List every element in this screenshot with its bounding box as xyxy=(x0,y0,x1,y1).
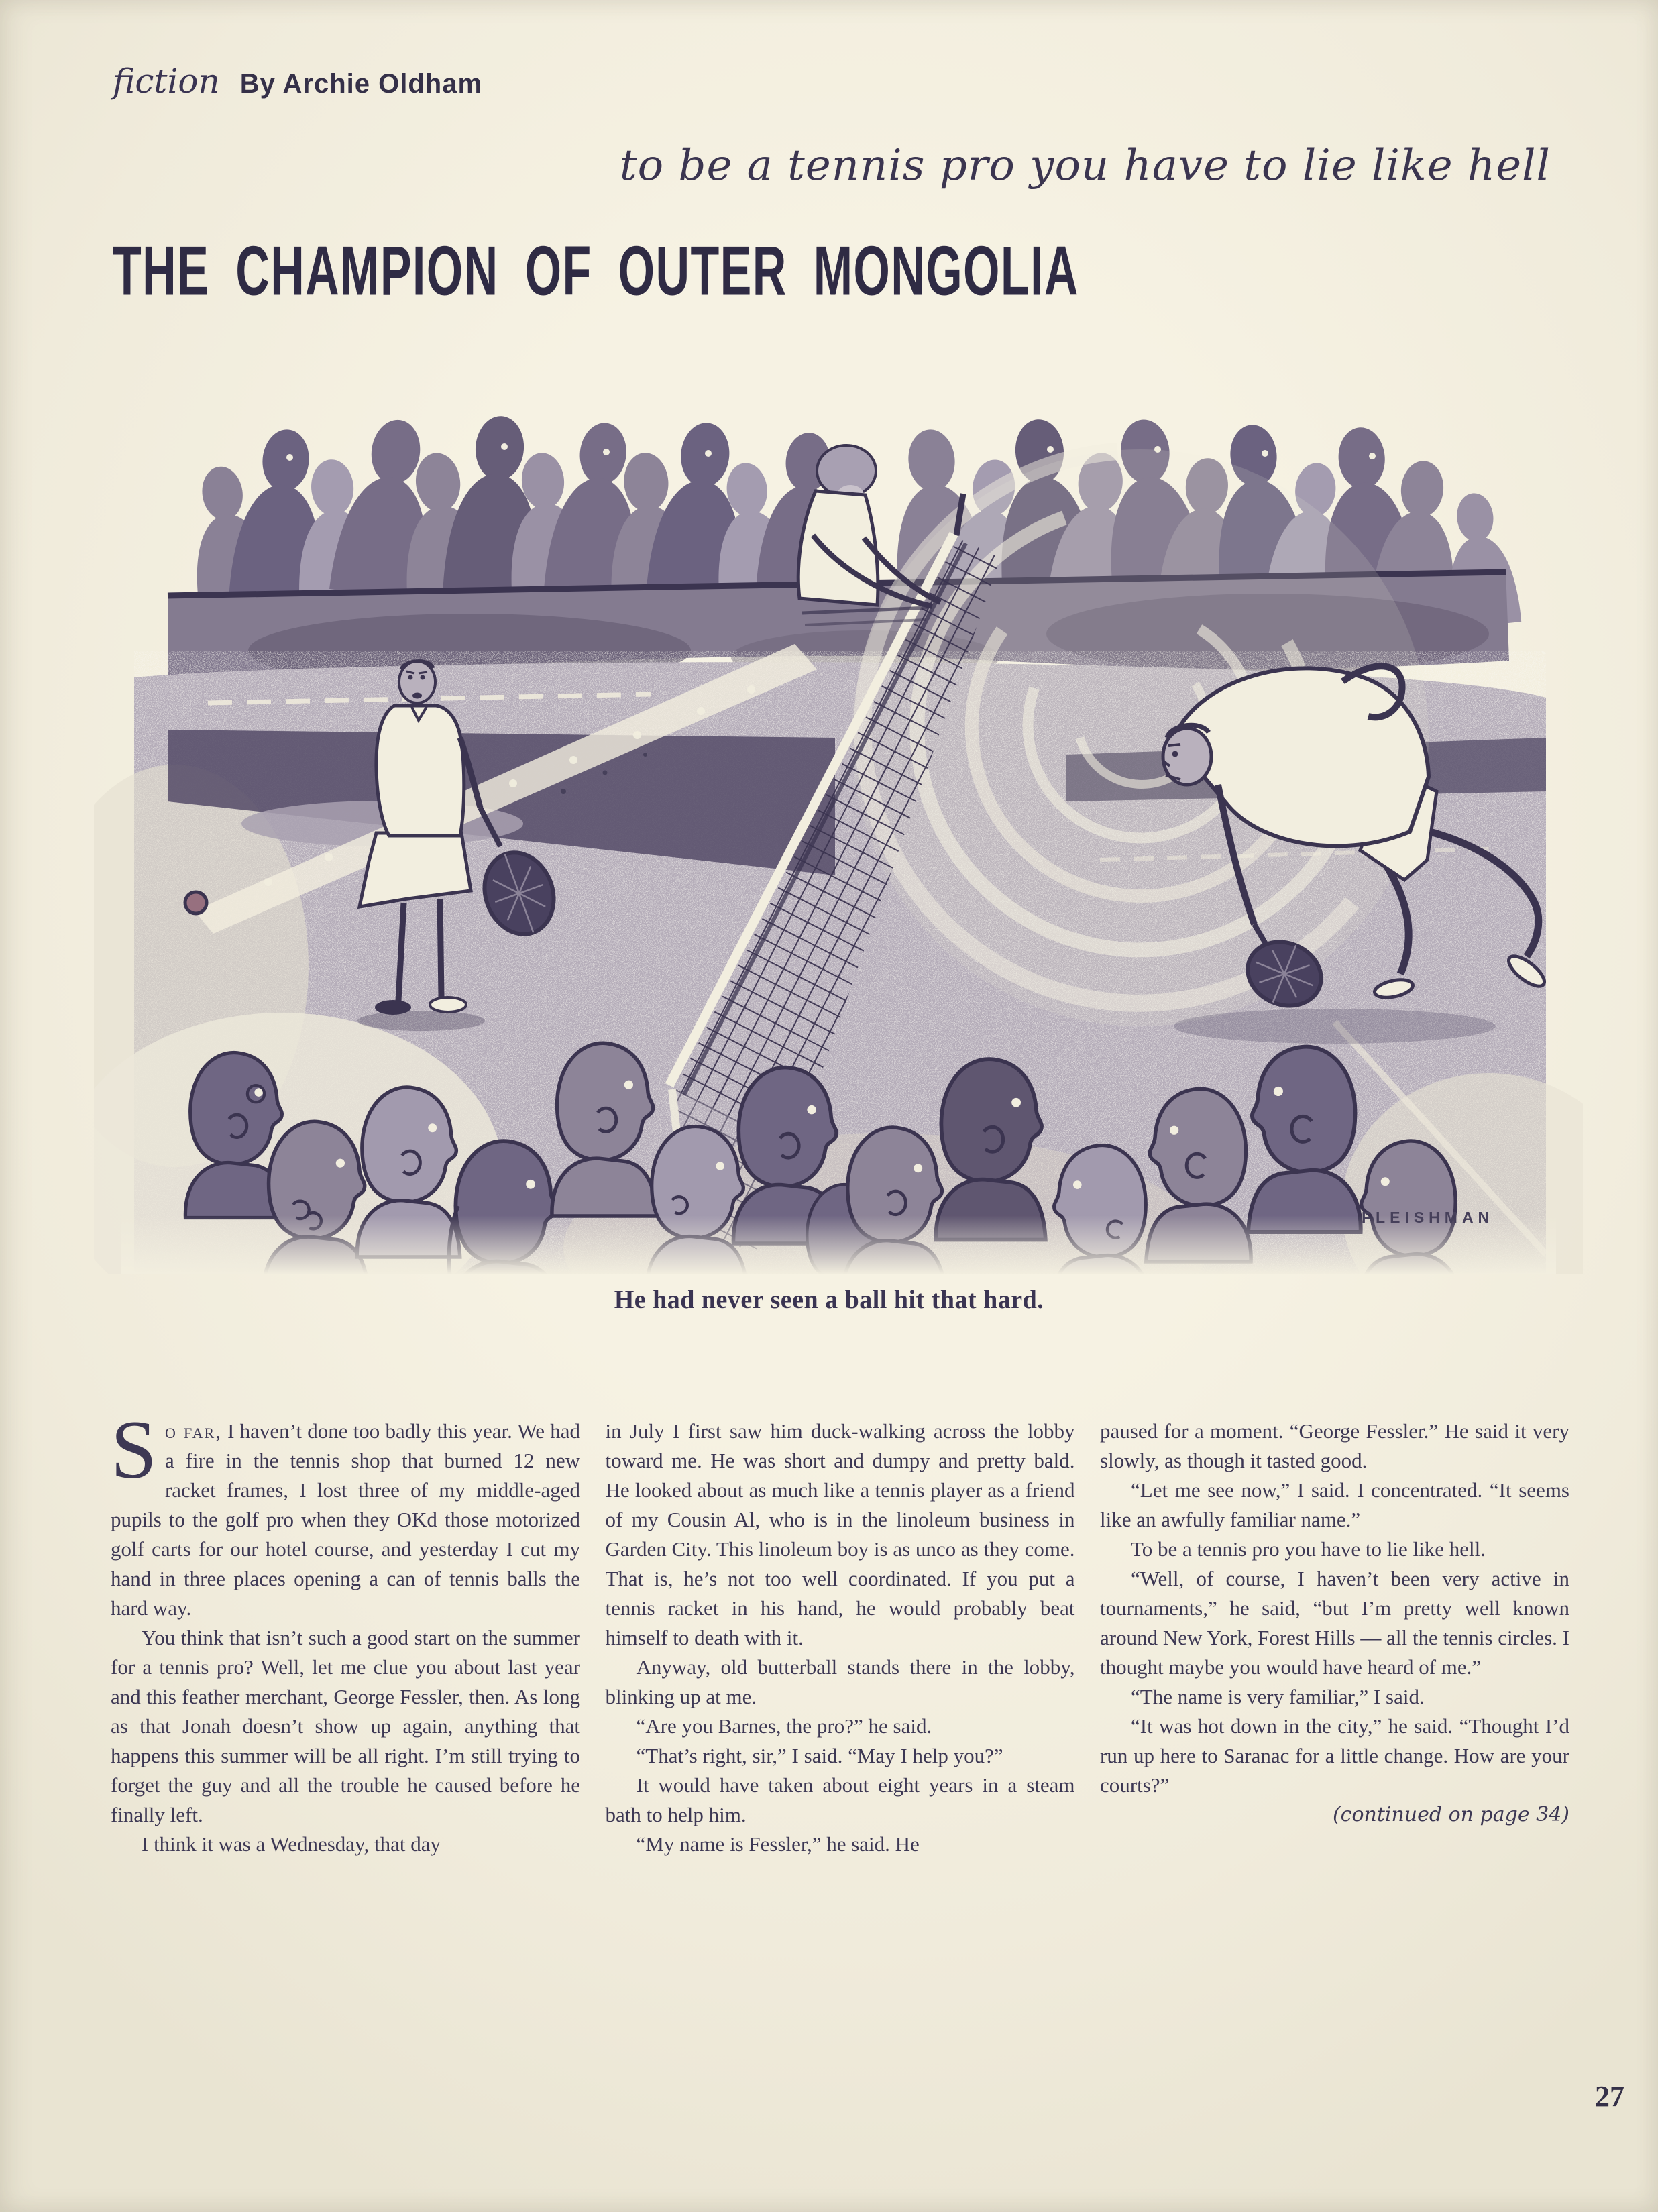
paragraph: “Let me see now,” I said. I concentrated. “It seems like an awfully familiar name.” xyxy=(1100,1478,1569,1531)
story-title: THE CHAMPION OF OUTER MONGOLIA xyxy=(113,231,1079,311)
paragraph: “That’s right, sir,” I said. “May I help you?” xyxy=(636,1744,1003,1767)
paragraph: Anyway, old butterball stands there in the lobby, blinking up at me. xyxy=(605,1655,1075,1708)
paragraph: So far, I haven’t done too badly this year. We had a fire in the tennis shop that burned 12 new racket frames, I lost three of my middle-aged pupils to the golf pro when they OKd those motorized golf carts for our hotel course, and yesterday I cut my hand in three places opening a can of tennis balls the hard way. xyxy=(111,1404,580,1620)
paragraph: It would have taken about eight years in a steam bath to help him. xyxy=(605,1773,1075,1826)
paragraph: paused for a moment. “George Fessler.” He said it very slowly, as though it tasted good. xyxy=(1100,1419,1569,1472)
page-number: 27 xyxy=(1595,2080,1624,2113)
illustration-caption: He had never seen a ball hit that hard. xyxy=(614,1286,1044,1314)
paragraph: “Are you Barnes, the pro?” he said. xyxy=(636,1714,932,1738)
paragraph: “My name is Fessler,” he said. He xyxy=(636,1832,920,1856)
header xyxy=(113,62,482,101)
drop-cap: S xyxy=(111,1404,157,1496)
paragraph: “The name is very familiar,” I said. xyxy=(1131,1685,1425,1708)
paragraph: To be a tennis pro you have to lie like hell. xyxy=(1131,1537,1486,1561)
small-caps-lead: o far, xyxy=(164,1419,222,1443)
section-kicker: fiction xyxy=(113,62,220,101)
story-column xyxy=(111,1404,580,1859)
illustrator-signature: FLEISHMAN xyxy=(1362,1209,1494,1226)
bottom-fade xyxy=(121,1215,1556,1274)
tennis-ball xyxy=(185,892,207,914)
story-column xyxy=(606,1417,1075,1859)
paragraph: “It was hot down in the city,” he said. “Thought I’d run up here to Saranac for a little change. How are your courts?” xyxy=(1100,1714,1569,1797)
paragraph: (continued on page 34) xyxy=(1332,1803,1569,1826)
tennis-illustration xyxy=(94,362,1583,1274)
tennis-illustration-art xyxy=(94,362,1583,1274)
paragraph: I think it was a Wednesday, that day xyxy=(142,1832,441,1856)
tagline: to be a tennis pro you have to lie like hell xyxy=(619,141,1551,190)
story-body xyxy=(111,1404,1569,1859)
paragraph: You think that isn’t such a good start on the summer for a tennis pro? Well, let me clue you about last year and this feather merchant, George Fessler, then. As long as that Jonah doesn’t show up again, anything that happens this summer will be all right. I’m still trying to forget the guy and all the trouble he caused before he finally left. xyxy=(111,1626,580,1826)
paragraph: in July I first saw him duck-walking across the lobby toward me. He was short and dumpy and pretty bald. He looked about as much like a tennis player as a friend of my Cousin Al, who is in the linoleum business in Garden City. This linoleum boy is as unco as they come. That is, he’s not too well coordinated. If you put a tennis racket in his hand, he would probably beat himself to death with it. xyxy=(605,1419,1075,1649)
story-column xyxy=(1100,1417,1569,1859)
byline: By Archie Oldham xyxy=(239,69,483,99)
paragraph: “Well, of course, I haven’t been very active in tournaments,” he said, “but I’m pretty well known around New York, Forest Hills — all the tennis circles. I thought maybe you would have heard of me.” xyxy=(1100,1567,1569,1679)
